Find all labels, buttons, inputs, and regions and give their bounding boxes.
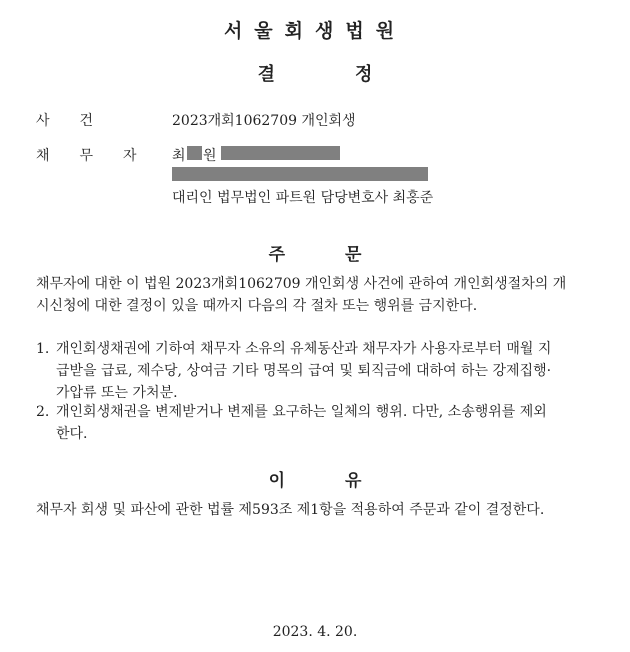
order-item — [36, 401, 606, 445]
court-name: 서울회생법원 — [223, 20, 407, 42]
debtor-name-last: 원 — [203, 148, 217, 164]
order-paragraph-line2: 시신청에 대한 결정이 있을 때까지 다음의 각 절차 또는 행위를 금지한다. — [36, 298, 478, 314]
redaction-name — [187, 146, 202, 160]
order-title: 주문 — [268, 245, 422, 265]
debtor-label: 채무자 — [36, 148, 167, 164]
debtor-agent: 대리인 법무법인 파트원 담당변호사 최홍준 — [172, 190, 434, 206]
item-number: 1. — [36, 341, 50, 357]
reason-title: 이유 — [268, 471, 422, 491]
case-number: 2023개회1062709 개인회생 — [172, 113, 356, 129]
order-paragraph-line1: 채무자에 대한 이 법원 2023개회1062709 개인회생 사건에 관하여 개인회생절차의 개 — [36, 276, 567, 292]
item-text-line: 한다. — [56, 426, 88, 442]
case-label: 사건 — [36, 113, 124, 129]
order-item — [36, 338, 606, 404]
redaction-id — [221, 146, 340, 160]
debtor-name-first: 최 — [172, 148, 186, 164]
item-text-line: 개인회생채권을 변제받거나 변제를 요구하는 일체의 행위. 다만, 소송행위를 제외 — [56, 404, 547, 420]
decision-date: 2023. 4. 20. — [272, 624, 358, 640]
item-text-line: 개인회생채권에 기하여 채무자 소유의 유체동산과 채무자가 사용자로부터 매월 지 — [56, 341, 552, 357]
redaction-address — [172, 167, 428, 181]
reason-text: 채무자 회생 및 파산에 관한 법률 제593조 제1항을 적용하여 주문과 같이 결정한다. — [36, 502, 545, 518]
document-type: 결정 — [257, 64, 453, 85]
item-number: 2. — [36, 404, 50, 420]
item-text-line: 가압류 또는 가처분. — [56, 385, 178, 401]
item-text-line: 급받을 급료, 제수당, 상여금 기타 명목의 급여 및 퇴직금에 대하여 하는 강제집행· — [56, 363, 552, 379]
